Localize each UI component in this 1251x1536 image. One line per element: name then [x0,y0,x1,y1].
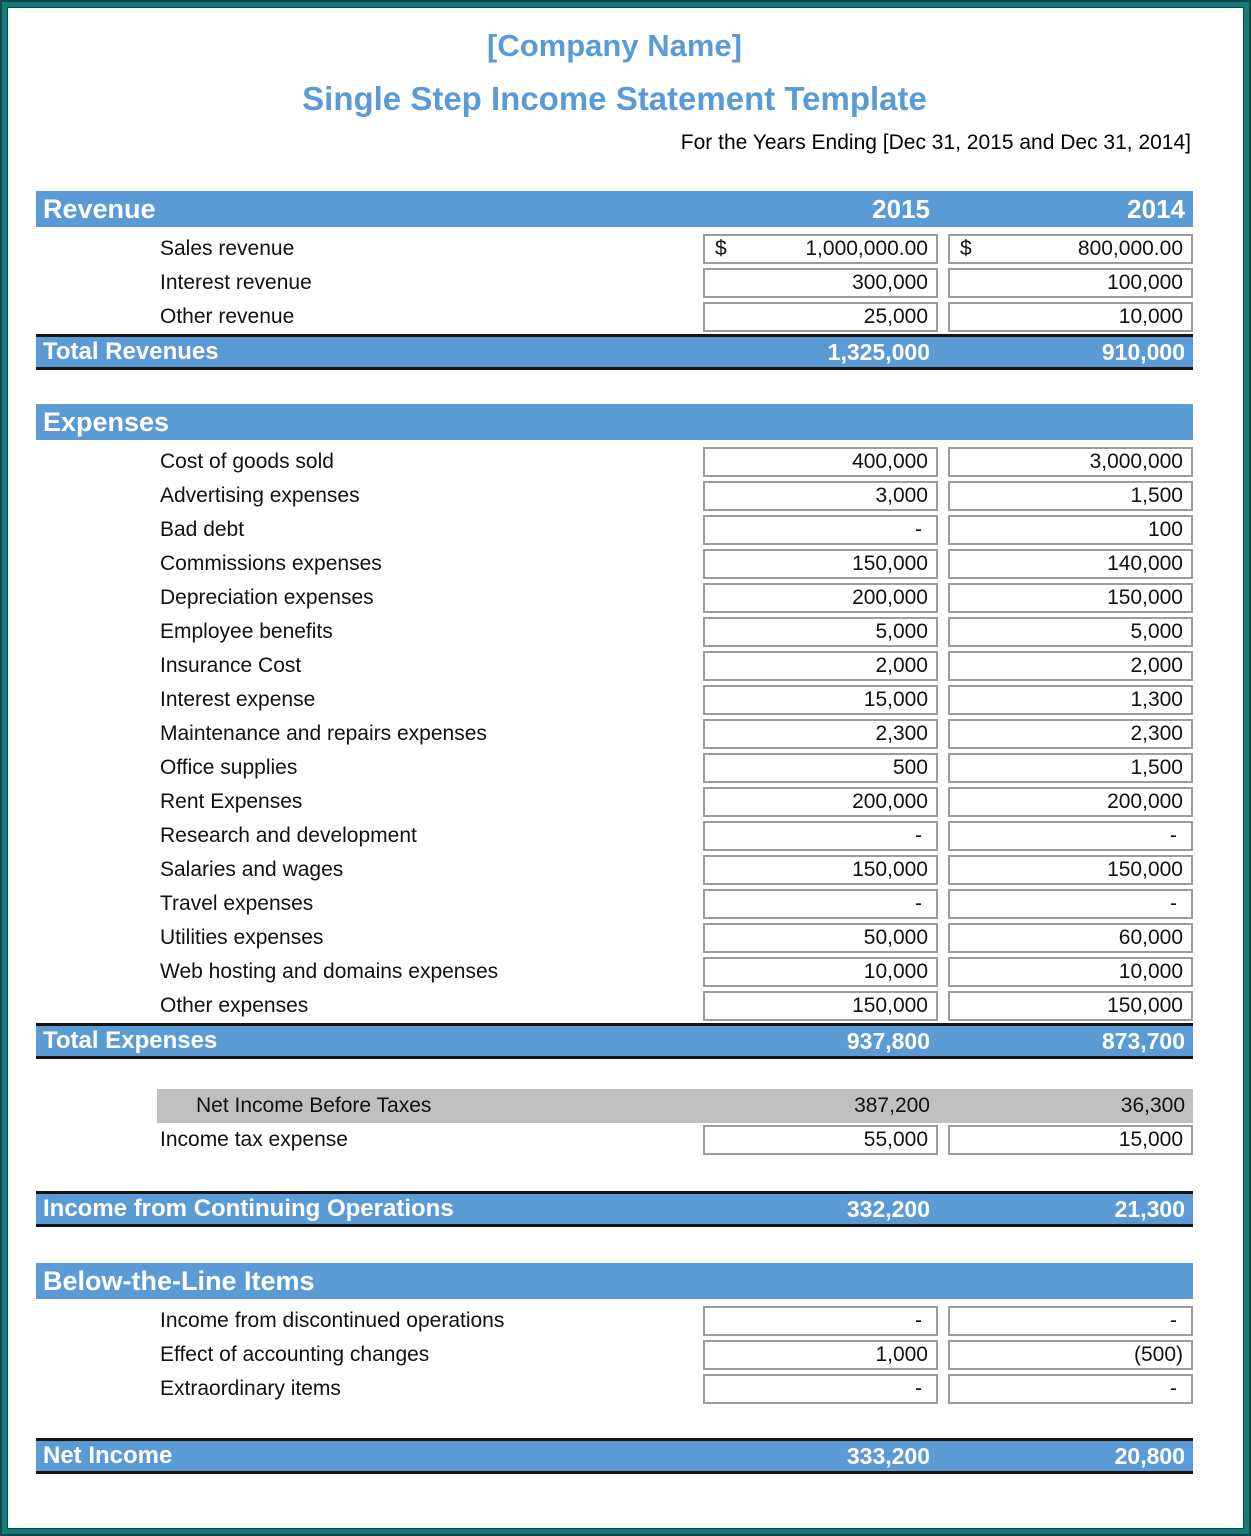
cell-2014[interactable] [948,583,1193,613]
table-row-commissions-expenses [36,547,1193,581]
cell-value: 15,000 [863,688,928,711]
table-row-interest-revenue [36,266,1193,300]
cell-2015[interactable] [703,447,938,477]
section-header-revenue [36,191,1193,227]
total-revenues-bar [36,334,1193,370]
table-row-utilities-expenses [36,921,1193,955]
cell-2014[interactable] [948,787,1193,817]
cell-value: - [1170,824,1177,847]
cell-2015[interactable] [703,889,938,919]
cell-2014[interactable] [948,302,1193,332]
cell-2015[interactable] [703,481,938,511]
cell-value: 100,000 [1107,271,1183,294]
row-label: Other revenue [160,305,295,328]
cell-value: 140,000 [1107,552,1183,575]
cell-2015[interactable] [703,302,938,332]
table-row-discontinued-operations [36,1304,1193,1338]
cell-value: 200,000 [852,790,928,813]
cell-2015[interactable] [703,268,938,298]
cell-2014[interactable] [948,549,1193,579]
cell-2015[interactable] [703,753,938,783]
row-label: Insurance Cost [160,654,302,677]
cell-value: 100 [1147,518,1183,541]
value-2014: 36,300 [1120,1094,1185,1117]
table-row-employee-benefits [36,615,1193,649]
table-row-web-hosting-domains [36,955,1193,989]
document-body [36,28,1193,1474]
cell-value: (500) [1133,1343,1183,1366]
cell-2014[interactable] [948,651,1193,681]
cell-2014[interactable] [948,515,1193,545]
row-label: Depreciation expenses [160,586,374,609]
net-income-before-taxes-row [157,1089,1193,1123]
cell-2014[interactable] [948,447,1193,477]
net-income-bar [36,1438,1193,1474]
income-continuing-operations-bar [36,1191,1193,1227]
table-row-insurance-cost [36,649,1193,683]
row-label: Extraordinary items [160,1377,341,1400]
section-header-expenses [36,404,1193,440]
cell-2015[interactable] [703,1374,938,1404]
section-header-below-the-line [36,1263,1193,1299]
cell-value: 1,500 [1130,484,1183,507]
table-row-cost-of-goods-sold [36,445,1193,479]
cell-value: 1,000,000.00 [805,237,928,260]
cell-value: - [915,1309,922,1332]
period-line: For the Years Ending [Dec 31, 2015 and Dec 31, 2014] [680,131,1191,154]
net-income-2015: 333,200 [846,1442,930,1469]
cell-2014[interactable] [948,268,1193,298]
cell-value: 150,000 [852,858,928,881]
cell-2014[interactable] [948,889,1193,919]
cell-value: 10,000 [863,960,928,983]
cell-value: - [915,518,922,541]
column-header-2014: 2014 [1127,193,1185,224]
total-revenues-label: Total Revenues [43,338,219,365]
row-label: Bad debt [160,518,245,541]
cell-value: - [915,824,922,847]
table-row-maintenance-repairs [36,717,1193,751]
cell-value: 10,000 [1118,960,1183,983]
cell-2015[interactable] [703,549,938,579]
cell-2015[interactable] [703,719,938,749]
cell-value: - [915,1377,922,1400]
cell-value: 200,000 [852,586,928,609]
row-label: Interest expense [160,688,316,711]
cell-2015[interactable] [703,991,938,1021]
income-continuing-label: Income from Continuing Operations [43,1195,454,1222]
row-label: Commissions expenses [160,552,382,575]
cell-2014[interactable] [948,481,1193,511]
row-label: Utilities expenses [160,926,324,949]
cell-2015[interactable] [703,685,938,715]
currency-symbol: $ [960,237,972,260]
row-label: Effect of accounting changes [160,1343,430,1366]
row-label: Advertising expenses [160,484,360,507]
cell-value: 150,000 [852,552,928,575]
total-expenses-2014: 873,700 [1101,1027,1185,1054]
table-row-research-development [36,819,1193,853]
table-row-income-tax-expense [36,1123,1193,1157]
cell-2015[interactable] [703,855,938,885]
cell-value: 400,000 [852,450,928,473]
page-frame-inner [7,7,1244,1529]
row-label: Travel expenses [160,892,314,915]
cell-value: 150,000 [1107,994,1183,1017]
cell-2015[interactable] [703,234,938,264]
table-row-sales-revenue [36,232,1193,266]
cell-value: 5,000 [1130,620,1183,643]
currency-symbol: $ [715,237,727,260]
table-row-office-supplies [36,751,1193,785]
below-line-header-label: Below-the-Line Items [43,1265,315,1296]
cell-2014[interactable] [948,753,1193,783]
total-expenses-2015: 937,800 [846,1027,930,1054]
cell-value: - [1170,1377,1177,1400]
below-line-rows [36,1304,1193,1406]
row-label: Employee benefits [160,620,333,643]
cell-value: 3,000 [875,484,928,507]
cell-2015[interactable] [703,821,938,851]
cell-2014[interactable] [948,1306,1193,1336]
total-revenues-2014: 910,000 [1101,338,1185,365]
cell-value: 50,000 [863,926,928,949]
cell-2015[interactable] [703,923,938,953]
total-revenues-2015: 1,325,000 [827,338,930,365]
cell-value: 150,000 [1107,586,1183,609]
cell-2014[interactable] [948,855,1193,885]
cell-value: 2,300 [1130,722,1183,745]
table-row-other-revenue [36,300,1193,334]
row-label: Research and development [160,824,417,847]
document-title: Single Step Income Statement Template [302,80,927,117]
cell-value: 300,000 [852,271,928,294]
expenses-header-label: Expenses [43,406,170,437]
cell-value: 60,000 [1118,926,1183,949]
cell-2014[interactable] [948,685,1193,715]
company-name-placeholder: [Company Name] [487,28,742,63]
cell-value: 25,000 [863,305,928,328]
cell-2014[interactable] [948,991,1193,1021]
table-row-extraordinary-items [36,1372,1193,1406]
cell-2014[interactable] [948,234,1193,264]
cell-value: 10,000 [1118,305,1183,328]
table-row-accounting-changes [36,1338,1193,1372]
page-frame-teal [2,2,1249,1534]
row-label: Rent Expenses [160,790,303,813]
cell-2014[interactable] [948,923,1193,953]
cell-value: 15,000 [1118,1128,1183,1151]
cell-2014[interactable] [948,1340,1193,1370]
row-label: Office supplies [160,756,298,779]
cell-2015[interactable] [703,957,938,987]
cell-value: 1,500 [1130,756,1183,779]
cell-value: 2,000 [1130,654,1183,677]
cell-2014[interactable] [948,1374,1193,1404]
table-row-bad-debt [36,513,1193,547]
cell-value: 1,300 [1130,688,1183,711]
net-income-2014: 20,800 [1114,1442,1185,1469]
cell-2015[interactable] [703,651,938,681]
row-label: Web hosting and domains expenses [160,960,499,983]
cell-value: - [1170,1309,1177,1332]
cell-value: - [915,892,922,915]
row-label: Maintenance and repairs expenses [160,722,487,745]
cell-2014[interactable] [948,617,1193,647]
cell-2015[interactable] [703,1125,938,1155]
cell-value: 1,000 [875,1343,928,1366]
cell-value: 150,000 [1107,858,1183,881]
cell-value: 200,000 [1107,790,1183,813]
expenses-rows [36,445,1193,1023]
row-label: Sales revenue [160,237,295,260]
income-continuing-2014: 21,300 [1114,1195,1185,1222]
cell-2015[interactable] [703,515,938,545]
row-label: Other expenses [160,994,309,1017]
table-row-other-expenses [36,989,1193,1023]
income-continuing-2015: 332,200 [846,1195,930,1222]
cell-value: 5,000 [875,620,928,643]
table-row-salaries-wages [36,853,1193,887]
cell-value: 800,000.00 [1077,237,1183,260]
cell-value: 2,000 [875,654,928,677]
cell-value: 2,300 [875,722,928,745]
cell-2014[interactable] [948,719,1193,749]
cell-2015[interactable] [703,617,938,647]
cell-2015[interactable] [703,1340,938,1370]
cell-2015[interactable] [703,583,938,613]
revenue-rows [36,232,1193,334]
cell-2015[interactable] [703,1306,938,1336]
table-row-travel-expenses [36,887,1193,921]
revenue-header-label: Revenue [43,193,156,224]
net-income-label: Net Income [43,1442,173,1469]
cell-value: 55,000 [863,1128,928,1151]
cell-2014[interactable] [948,821,1193,851]
cell-value: 150,000 [852,994,928,1017]
row-label: Net Income Before Taxes [196,1094,432,1117]
cell-2015[interactable] [703,787,938,817]
row-label: Income from discontinued operations [160,1309,505,1332]
column-header-2015: 2015 [872,193,930,224]
row-label: Cost of goods sold [160,450,334,473]
total-expenses-bar [36,1023,1193,1059]
value-2015: 387,200 [854,1094,930,1117]
cell-2014[interactable] [948,1125,1193,1155]
cell-value: - [1170,892,1177,915]
cell-2014[interactable] [948,957,1193,987]
table-row-rent-expenses [36,785,1193,819]
total-expenses-label: Total Expenses [43,1027,218,1054]
row-label: Interest revenue [160,271,312,294]
row-label: Income tax expense [160,1128,348,1151]
table-row-depreciation-expenses [36,581,1193,615]
cell-value: 3,000,000 [1089,450,1183,473]
table-row-interest-expense [36,683,1193,717]
table-row-advertising-expenses [36,479,1193,513]
cell-value: 500 [892,756,928,779]
row-label: Salaries and wages [160,858,344,881]
